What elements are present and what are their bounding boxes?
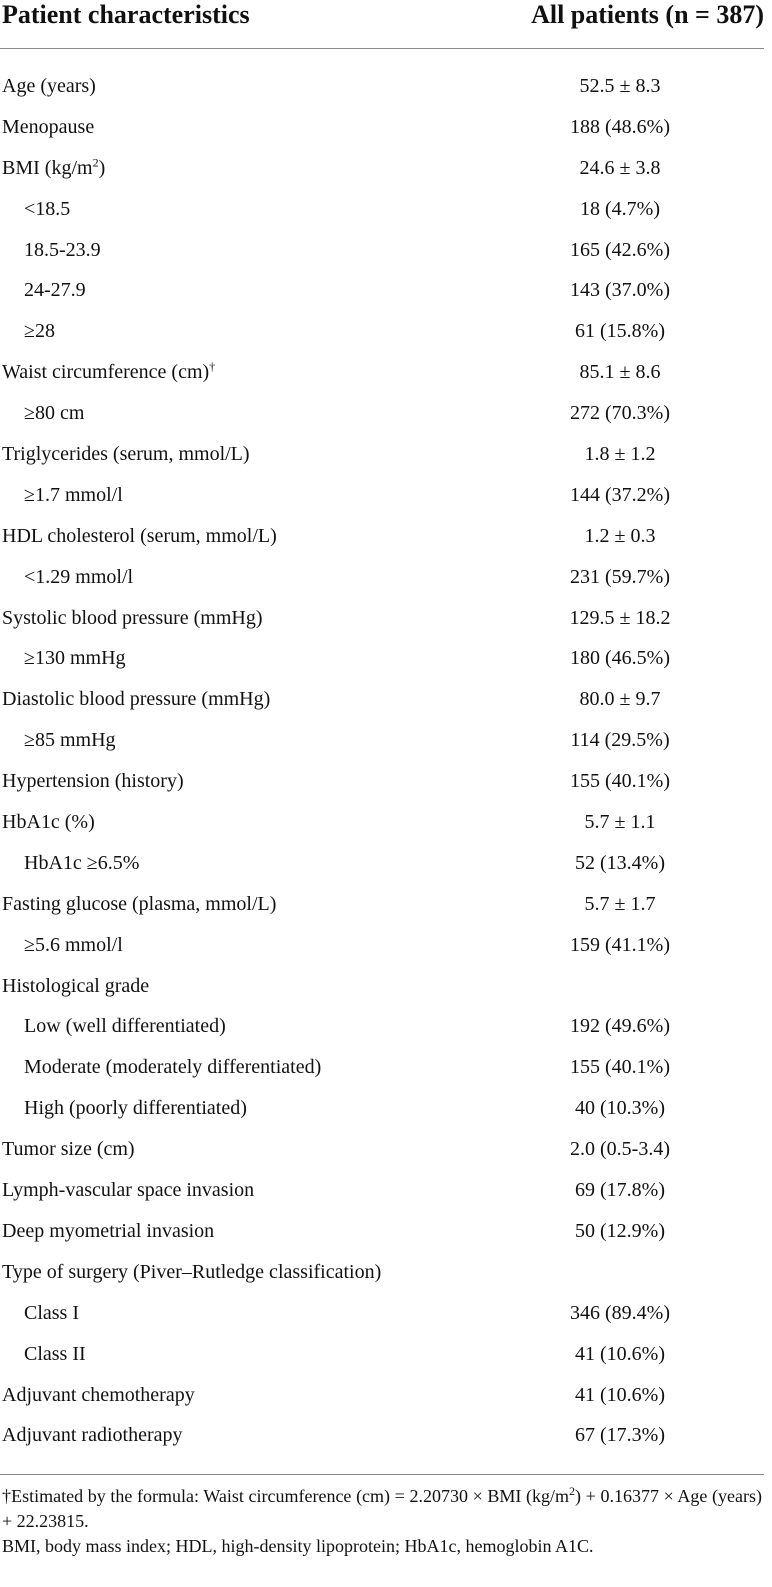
row-label-superscript: 2 [92, 155, 99, 170]
row-label [2, 761, 184, 801]
row-label [2, 1375, 195, 1415]
table-row [0, 107, 772, 148]
row-label [24, 557, 133, 597]
row-label [2, 1211, 214, 1251]
row-label-text: Class I [24, 1301, 79, 1324]
table-row [0, 1375, 772, 1416]
row-label [2, 66, 96, 106]
row-label-text: <18.5 [24, 197, 71, 220]
table-row [0, 598, 772, 639]
table-row [0, 966, 772, 1007]
row-value: 346 (89.4%) [570, 1301, 670, 1324]
row-value: 41 (10.6%) [575, 1342, 665, 1365]
table-row [0, 557, 772, 598]
table-row [0, 352, 772, 393]
row-label-text: 24-27.9 [24, 279, 86, 302]
row-label [24, 638, 126, 678]
row-value: 50 (12.9%) [575, 1219, 665, 1242]
row-value: 40 (10.3%) [575, 1097, 665, 1120]
row-label-text: Histological grade [2, 974, 150, 997]
row-label [24, 270, 86, 310]
row-label [24, 189, 70, 229]
table-row [0, 516, 772, 557]
table-row [0, 148, 772, 189]
row-value: 85.1 ± 8.6 [579, 361, 661, 384]
row-value: 67 (17.3%) [575, 1424, 665, 1447]
row-label-text: HbA1c (%) [2, 811, 95, 834]
row-label-text: ≥85 mmHg [24, 729, 116, 752]
row-label-text: Age (years) [2, 75, 96, 97]
row-label-text: Systolic blood pressure (mmHg) [2, 606, 263, 629]
table-row [0, 1088, 772, 1129]
row-label [2, 1170, 254, 1210]
row-label [24, 1006, 226, 1046]
row-label [2, 352, 215, 392]
table-row [0, 843, 772, 884]
row-value: 231 (59.7%) [570, 565, 670, 588]
row-value: 5.7 ± 1.7 [584, 892, 656, 915]
row-value: 5.7 ± 1.1 [584, 811, 656, 834]
row-label [24, 393, 84, 433]
table-header [0, 0, 772, 48]
footnote-dagger-text-1: †Estimated by the formula: Waist circumference (cm) = 2.20730 × BMI (kg/m [2, 1486, 570, 1506]
row-label-text: Moderate (moderately differentiated) [24, 1056, 322, 1079]
table-row [0, 66, 772, 107]
row-label [24, 1047, 321, 1087]
table-row [0, 1415, 772, 1456]
row-value: 18 (4.7%) [580, 197, 660, 220]
row-value: 165 (42.6%) [570, 238, 670, 261]
row-label-text: 18.5-23.9 [24, 238, 101, 261]
row-label [24, 843, 139, 883]
row-label [2, 1252, 381, 1292]
row-value: 180 (46.5%) [570, 647, 670, 670]
row-label-text: Adjuvant chemotherapy [2, 1383, 195, 1406]
row-value: 2.0 (0.5-3.4) [570, 1138, 670, 1161]
row-label [24, 311, 55, 351]
footer-divider [0, 1474, 764, 1475]
row-label-text: ≥5.6 mmol/l [24, 933, 123, 956]
row-value: 192 (49.6%) [570, 1015, 670, 1038]
row-label-text: Low (well differentiated) [24, 1015, 226, 1038]
row-label [2, 1129, 135, 1169]
table-row [0, 1170, 772, 1211]
row-label [2, 1415, 183, 1455]
table-row [0, 1047, 772, 1088]
table-row [0, 270, 772, 311]
row-label [2, 598, 263, 638]
table-row [0, 1006, 772, 1047]
row-label-text: Tumor size (cm) [2, 1138, 135, 1161]
row-label-text: Adjuvant radiotherapy [2, 1424, 183, 1447]
table-row [0, 1211, 772, 1252]
row-value: 80.0 ± 9.7 [579, 688, 661, 711]
row-label-text: Type of surgery (Piver–Rutledge classification) [2, 1260, 382, 1283]
row-label [2, 516, 277, 556]
row-value: 155 (40.1%) [570, 1056, 670, 1079]
table-row [0, 679, 772, 720]
table-row [0, 1252, 772, 1293]
row-value: 144 (37.2%) [570, 483, 670, 506]
table-row [0, 393, 772, 434]
row-label-text: High (poorly differentiated) [24, 1097, 247, 1120]
row-value: 143 (37.0%) [570, 279, 670, 302]
table-row [0, 802, 772, 843]
row-label [2, 148, 105, 188]
row-label-superscript: † [209, 359, 216, 374]
row-value: 188 (48.6%) [570, 115, 670, 138]
table-row [0, 475, 772, 516]
table-row [0, 720, 772, 761]
table-footnotes [2, 1484, 762, 1559]
row-label [2, 884, 276, 924]
row-label-text: Menopause [2, 115, 95, 138]
table-row [0, 925, 772, 966]
table-row [0, 761, 772, 802]
row-label-suffix: ) [98, 156, 106, 179]
row-label-text: Deep myometrial invasion [2, 1219, 215, 1242]
row-label-text: ≥80 cm [24, 402, 85, 425]
row-value: 52 (13.4%) [575, 851, 665, 874]
header-divider [0, 48, 764, 49]
row-label-text: BMI (kg/m [2, 156, 93, 179]
row-label-text: Lymph-vascular space invasion [2, 1179, 255, 1202]
row-label-text: Waist circumference (cm) [2, 361, 210, 384]
table-row [0, 638, 772, 679]
row-label-text: Fasting glucose (plasma, mmol/L) [2, 892, 277, 915]
row-label-text: Hypertension (history) [2, 770, 184, 793]
row-label [24, 925, 123, 965]
row-label [24, 475, 123, 515]
row-label [2, 802, 95, 842]
row-label-text: Triglycerides (serum, mmol/L) [2, 443, 250, 466]
row-value: 24.6 ± 3.8 [579, 156, 661, 179]
row-value: 272 (70.3%) [570, 402, 670, 425]
row-value: 129.5 ± 18.2 [569, 606, 671, 629]
row-label [2, 434, 250, 474]
footnote-dagger-superscript: 2 [569, 1484, 576, 1498]
row-label [24, 1334, 86, 1374]
row-label [2, 107, 94, 147]
row-value: 1.8 ± 1.2 [584, 443, 656, 466]
table-row [0, 1293, 772, 1334]
row-label-text: ≥28 [24, 320, 55, 343]
footnote-dagger [2, 1484, 762, 1534]
row-label [2, 679, 270, 719]
row-label [24, 230, 101, 270]
row-value: 61 (15.8%) [575, 320, 665, 343]
table-row [0, 884, 772, 925]
footnote-abbreviations: BMI, body mass index; HDL, high-density lipoprotein; HbA1c, hemoglobin A1C. [2, 1536, 594, 1556]
row-value: 52.5 ± 8.3 [579, 75, 661, 97]
column-header-all-patients: All patients (n = 387) [531, 0, 764, 29]
table-row [0, 311, 772, 352]
table-row [0, 189, 772, 230]
row-value: 159 (41.1%) [570, 933, 670, 956]
row-label-text: ≥130 mmHg [24, 647, 126, 670]
row-label-text: ≥1.7 mmol/l [24, 483, 123, 506]
row-label [24, 720, 116, 760]
row-label-text: <1.29 mmol/l [24, 565, 134, 588]
column-header-characteristics: Patient characteristics [2, 0, 250, 29]
row-value: 1.2 ± 0.3 [584, 524, 656, 547]
row-label-text: Diastolic blood pressure (mmHg) [2, 688, 271, 711]
row-value: 69 (17.8%) [575, 1179, 665, 1202]
row-label [24, 1088, 247, 1128]
row-value: 114 (29.5%) [570, 729, 670, 752]
row-value: 41 (10.6%) [575, 1383, 665, 1406]
row-label-text: Class II [24, 1342, 86, 1365]
table-row [0, 434, 772, 475]
table-row [0, 230, 772, 271]
table-row [0, 1334, 772, 1375]
footnote-dagger-text-2: ) + 0.16377 × Age (years) + 22.23815. [2, 1486, 762, 1531]
row-label [2, 966, 149, 1006]
row-label [24, 1293, 79, 1333]
table-body [0, 66, 772, 1456]
row-label-text: HbA1c ≥6.5% [24, 851, 140, 874]
row-label-text: HDL cholesterol (serum, mmol/L) [2, 524, 277, 547]
table-row [0, 1129, 772, 1170]
row-value: 155 (40.1%) [570, 770, 670, 793]
